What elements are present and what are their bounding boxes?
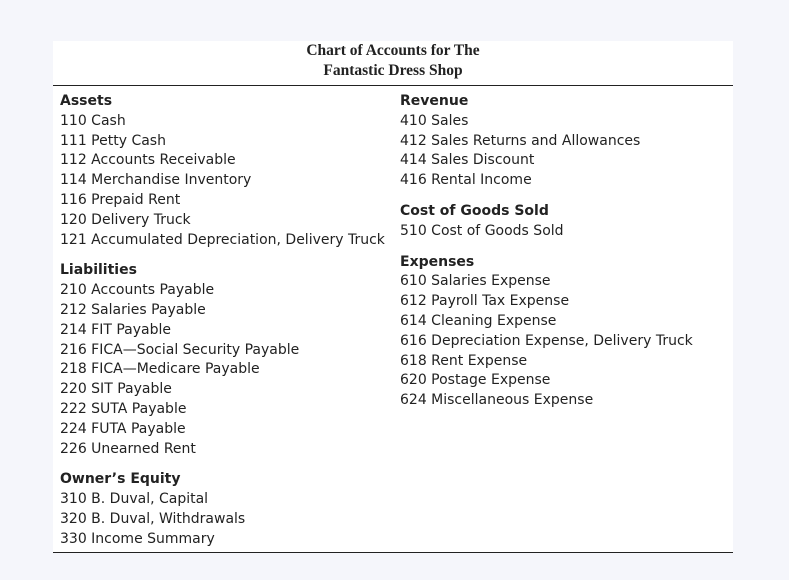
chart-of-accounts-document — [53, 41, 733, 553]
section-liabilities — [60, 261, 385, 459]
account-item: 310 B. Duval, Capital — [60, 491, 209, 508]
account-item: 112 Accounts Receivable — [60, 152, 236, 169]
section-heading-cost-of-goods-sold: Cost of Goods Sold — [400, 202, 549, 219]
account-item: 616 Depreciation Expense, Delivery Truck — [400, 332, 693, 349]
account-item: 224 FUTA Payable — [60, 420, 186, 437]
section-assets — [60, 92, 385, 250]
title-line-1: Chart of Accounts for The — [306, 42, 480, 59]
account-item: 510 Cost of Goods Sold — [400, 222, 564, 239]
right-column — [400, 92, 693, 422]
account-item: 412 Sales Returns and Allowances — [400, 132, 641, 149]
account-item: 414 Sales Discount — [400, 152, 535, 169]
account-item: 111 Petty Cash — [60, 132, 166, 149]
account-item: 220 SIT Payable — [60, 381, 172, 398]
account-item: 610 Salaries Expense — [400, 273, 551, 290]
section-expenses — [400, 253, 693, 411]
account-item: 222 SUTA Payable — [60, 400, 187, 417]
account-item: 216 FICA—Social Security Payable — [60, 341, 300, 358]
left-column — [60, 92, 385, 561]
account-item: 614 Cleaning Expense — [400, 312, 557, 329]
account-item: 116 Prepaid Rent — [60, 191, 181, 208]
section-revenue — [400, 92, 693, 191]
account-item: 624 Miscellaneous Expense — [400, 392, 594, 409]
account-item: 416 Rental Income — [400, 172, 532, 189]
section-cost-of-goods-sold — [400, 202, 693, 242]
account-item: 618 Rent Expense — [400, 352, 528, 369]
account-item: 330 Income Summary — [60, 530, 215, 547]
section-heading-revenue: Revenue — [400, 93, 469, 109]
section-owners-equity — [60, 470, 385, 549]
account-item: 410 Sales — [400, 112, 469, 129]
account-item: 114 Merchandise Inventory — [60, 172, 252, 189]
section-heading-liabilities: Liabilities — [60, 262, 137, 279]
section-heading-owners-equity: Owner’s Equity — [60, 471, 181, 488]
account-item: 212 Salaries Payable — [60, 301, 206, 318]
section-heading-expenses: Expenses — [400, 253, 475, 270]
account-item: 120 Delivery Truck — [60, 211, 191, 228]
account-item: 110 Cash — [60, 112, 126, 129]
account-item: 226 Unearned Rent — [60, 440, 196, 457]
account-item: 218 FICA—Medicare Payable — [60, 361, 260, 378]
account-item: 210 Accounts Payable — [60, 282, 215, 299]
account-item: 121 Accumulated Depreciation, Delivery Truck — [60, 231, 385, 248]
account-item: 320 B. Duval, Withdrawals — [60, 510, 246, 527]
account-item: 620 Postage Expense — [400, 372, 551, 389]
account-item: 214 FIT Payable — [60, 321, 172, 338]
document-title — [53, 41, 733, 86]
title-line-2: Fantastic Dress Shop — [323, 62, 463, 79]
section-heading-assets: Assets — [60, 93, 113, 109]
account-item: 612 Payroll Tax Expense — [400, 293, 570, 310]
